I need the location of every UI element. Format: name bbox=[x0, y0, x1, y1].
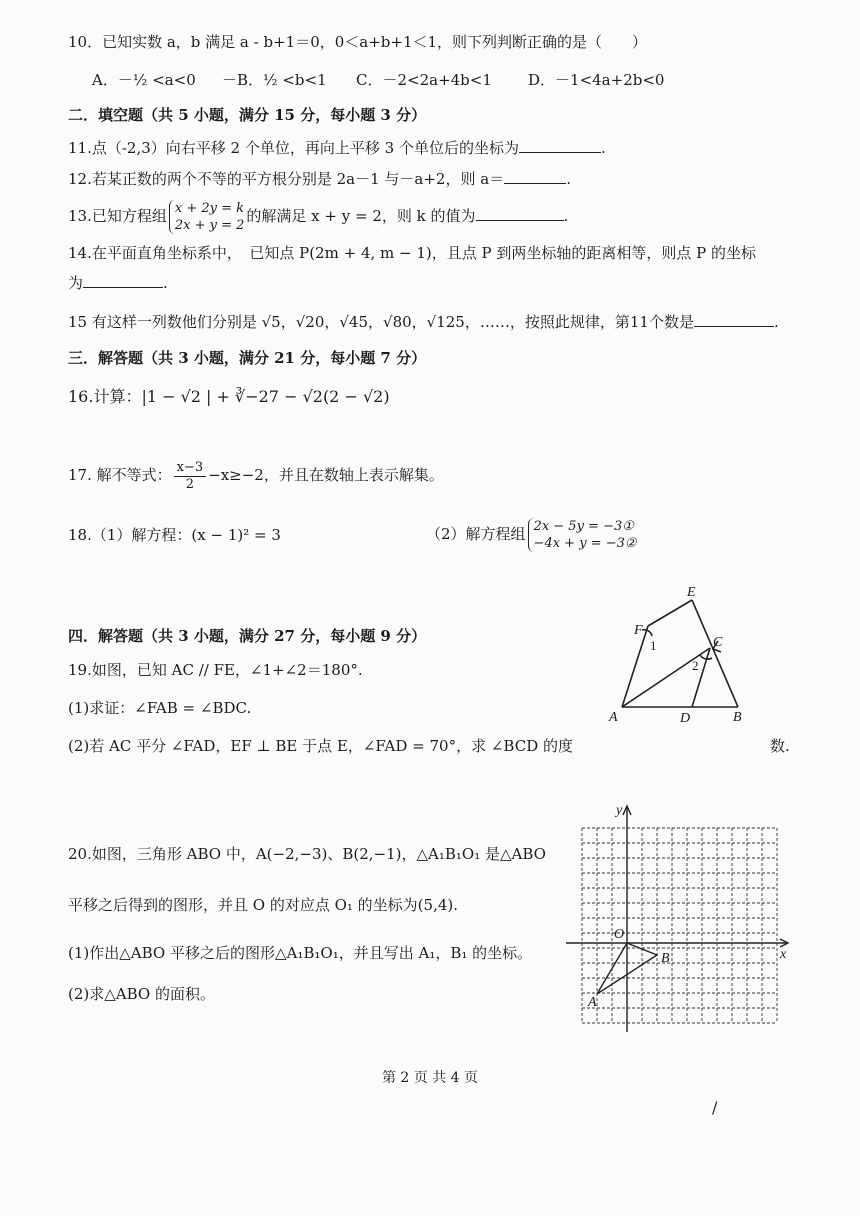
q18-eq2: −4x + y = −3② bbox=[533, 536, 637, 551]
angle-1-arc bbox=[642, 630, 652, 636]
q18-eq1: 2x − 5y = −3① bbox=[533, 519, 634, 534]
q12-text: 12.若某正数的两个不等的平方根分别是 2a－1 与－a+2，则 a＝ bbox=[68, 170, 505, 188]
q14-line1: 14.在平面直角坐标系中， 已知点 P(2m + 4, m − 1)，且点 P 到两坐标轴的距离相等，则点 P 的坐标 bbox=[68, 244, 757, 262]
segment-af bbox=[622, 626, 648, 707]
q19-geometry-figure bbox=[600, 578, 780, 728]
q16: 16.计算：|1 − √2 | + ∛−27 − √2(2 − √2) bbox=[68, 387, 390, 406]
q13-answer-blank bbox=[476, 206, 564, 221]
q17-prefix: 17. 解不等式： bbox=[68, 466, 172, 484]
label-f: F bbox=[634, 623, 643, 638]
q11: 11.点（-2,3）向右平移 2 个单位，再向上平移 3 个单位后的坐标为 . bbox=[68, 139, 606, 157]
q10-option-b: －B．½ <b<1 bbox=[222, 71, 327, 89]
q17-numerator: x−3 bbox=[174, 460, 207, 477]
q15: 15 有这样一列数他们分别是 √5，√20，√45，√80，√125，……，按照此规律，第11个数是 . bbox=[68, 313, 779, 331]
label-angle-1: 1 bbox=[650, 638, 657, 653]
page-footer: 第 2 页 共 4 页 bbox=[381, 1070, 479, 1086]
q13-equation-system bbox=[169, 200, 245, 234]
q20-part1: (1)作出△ABO 平移之后的图形△A₁B₁O₁，并且写出 A₁，B₁ 的坐标。 bbox=[68, 944, 533, 962]
q20-line1: 20.如图，三角形 ABO 中，A(−2,−3)、B(2,−1)，△A₁B₁O₁ 是△ABO bbox=[68, 845, 546, 863]
label-c: C bbox=[713, 635, 723, 650]
q14-line2-text: 为 bbox=[68, 274, 84, 292]
label-b: B bbox=[733, 710, 742, 725]
point-a-label: A bbox=[588, 995, 597, 1010]
q10-option-a: A．－½ <a<0 bbox=[92, 71, 196, 89]
q15-text: 15 有这样一列数他们分别是 √5，√20，√45，√80，√125，……，按照此规律，第11个数是 bbox=[68, 313, 694, 331]
label-angle-2: 2 bbox=[692, 658, 699, 673]
q12: 12.若某正数的两个不等的平方根分别是 2a－1 与－a+2，则 a＝ . bbox=[68, 170, 571, 188]
angle-2-arc bbox=[700, 655, 712, 659]
q18-part2 bbox=[426, 512, 639, 556]
segment-fe bbox=[648, 600, 692, 626]
origin-label: O bbox=[614, 927, 625, 942]
q18-part1: 18.（1）解方程：(x − 1)² = 3 bbox=[68, 526, 281, 544]
q13: 13.已知方程组 x + 2y = k 2x + y = 2 的解满足 x + y = 2，则 k 的值为 . bbox=[68, 201, 569, 233]
q19-part2-tail: 数. bbox=[770, 737, 790, 755]
x-axis-label: x bbox=[780, 947, 787, 962]
q19-stem: 19.如图，已知 AC // FE，∠1+∠2＝180°. bbox=[68, 661, 363, 679]
q13-prefix: 13.已知方程组 bbox=[68, 207, 167, 225]
q17-fraction bbox=[174, 460, 207, 493]
label-e: E bbox=[687, 585, 696, 600]
section-2-heading: 二．填空题（共 5 小题，满分 15 分，每小题 3 分） bbox=[68, 106, 427, 124]
q20-part2: (2)求△ABO 的面积。 bbox=[68, 985, 215, 1003]
stray-pen-mark: / bbox=[712, 1098, 718, 1117]
q15-answer-blank bbox=[694, 312, 774, 327]
q13-eq2: 2x + y = 2 bbox=[174, 218, 245, 233]
q20-coordinate-grid-figure bbox=[566, 800, 796, 1032]
q19-part2: (2)若 AC 平分 ∠FAD，EF ⊥ BE 于点 E，∠FAD = 70°，求 ∠BCD 的度 bbox=[68, 737, 573, 755]
q12-answer-blank bbox=[504, 169, 566, 184]
q13-suffix: 的解满足 x + y = 2，则 k 的值为 bbox=[246, 207, 476, 225]
q10-option-c: C．－2<2a+4b<1 bbox=[356, 71, 492, 89]
q11-answer-blank bbox=[519, 138, 601, 153]
section-4-heading: 四．解答题（共 3 小题，满分 27 分，每小题 9 分） bbox=[68, 627, 427, 645]
segment-ac bbox=[622, 648, 710, 707]
q10-stem: 10．已知实数 a，b 满足 a - b+1＝0，0＜a+b+1＜1，则下列判断正确的是（ ） bbox=[68, 33, 648, 51]
point-b-label: B bbox=[661, 951, 670, 966]
q19-part1: (1)求证：∠FAB = ∠BDC. bbox=[68, 699, 252, 717]
q13-eq1: x + 2y = k bbox=[174, 201, 244, 216]
q17-denominator: 2 bbox=[185, 476, 195, 492]
label-d: D bbox=[680, 711, 691, 726]
q14-answer-blank bbox=[83, 273, 163, 288]
q18-equation-system bbox=[528, 518, 637, 552]
segment-eb bbox=[692, 600, 738, 707]
q10-option-d: D．－1<4a+2b<0 bbox=[528, 71, 665, 89]
y-axis-label: y bbox=[616, 803, 623, 818]
q14-line2: 为 . bbox=[68, 274, 168, 292]
label-a: A bbox=[609, 710, 618, 725]
q11-text: 11.点（-2,3）向右平移 2 个单位，再向上平移 3 个单位后的坐标为 bbox=[68, 139, 519, 157]
q18-part2-label: （2）解方程组 bbox=[426, 525, 526, 543]
section-3-heading: 三．解答题（共 3 小题，满分 21 分，每小题 7 分） bbox=[68, 349, 427, 367]
q17-suffix: −x≥−2，并且在数轴上表示解集。 bbox=[208, 466, 444, 484]
q17 bbox=[68, 455, 444, 495]
q20-line2: 平移之后得到的图形，并且 O 的对应点 O₁ 的坐标为(5,4). bbox=[68, 896, 459, 914]
